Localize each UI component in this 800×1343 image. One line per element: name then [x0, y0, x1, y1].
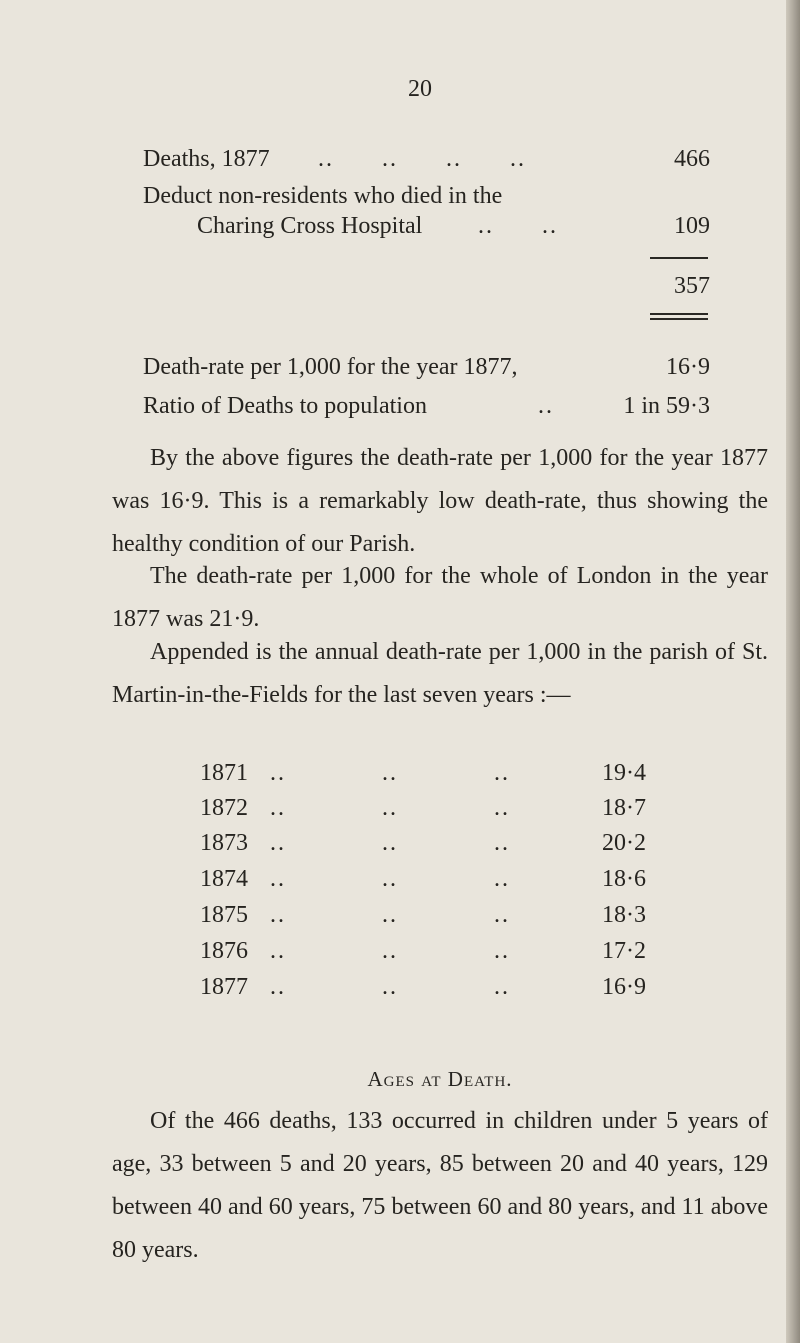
- year-cell: 1871: [200, 760, 248, 786]
- paragraph-london: [112, 555, 768, 641]
- leader-dots: .. .. ..: [270, 795, 510, 821]
- year-cell: 1873: [200, 830, 248, 856]
- page-number: 20: [408, 76, 432, 102]
- rate-cell: 20·2: [602, 830, 646, 856]
- rate-value: 16·9: [666, 354, 710, 380]
- leader-dots: .. .. ..: [270, 830, 510, 856]
- rate-cell: 19·4: [602, 760, 646, 786]
- rate-cell: 16·9: [602, 974, 646, 1000]
- year-cell: 1872: [200, 795, 248, 821]
- leader-dots: .. .. ..: [270, 938, 510, 964]
- page-edge: [786, 0, 800, 1343]
- double-rule-bottom: [650, 318, 708, 320]
- year-cell: 1876: [200, 938, 248, 964]
- ratio-value: 1 in 59·3: [623, 393, 710, 419]
- paragraph-text: The death-rate per 1,000 for the whole of London in the year 1877 was 21·9.: [112, 563, 768, 632]
- paragraph-ages: [112, 1100, 768, 1272]
- leader-dots: .. .. ..: [270, 902, 510, 928]
- ratio-label: Ratio of Deaths to population: [143, 393, 427, 419]
- paragraph-text: Appended is the annual death-rate per 1,000 in the parish of St. Martin-in-the-Fields for the last seven years :—: [112, 639, 768, 708]
- leader-dots: ..: [538, 393, 554, 419]
- year-cell: 1875: [200, 902, 248, 928]
- deaths-value: 466: [674, 146, 710, 172]
- paragraph-death-rate: [112, 437, 768, 566]
- paragraph-appended: [112, 631, 768, 717]
- leader-dots: .. .. ..: [270, 866, 510, 892]
- leader-dots: .. ..: [478, 213, 558, 239]
- leader-dots: .. .. .. ..: [318, 146, 526, 172]
- double-rule-top: [650, 313, 708, 315]
- net-value: 357: [674, 273, 710, 299]
- year-cell: 1874: [200, 866, 248, 892]
- paragraph-text: By the above figures the death-rate per 1,000 for the year 1877 was 16·9. This is a remarkably low death-rate, thus showing the healthy condition of our Parish.: [112, 445, 768, 557]
- rate-label: Death-rate per 1,000 for the year 1877,: [143, 354, 518, 380]
- sum-rule: [650, 257, 708, 259]
- deduct-value: 109: [674, 213, 710, 239]
- deaths-label: Deaths, 1877: [143, 146, 270, 172]
- year-cell: 1877: [200, 974, 248, 1000]
- deduct-label-line2: Charing Cross Hospital: [197, 213, 423, 239]
- section-heading: Ages at Death.: [367, 1067, 513, 1091]
- paragraph-text: Of the 466 deaths, 133 occurred in children under 5 years of age, 33 between 5 and 20 years, 85 between 20 and 40 years, 129 between 40 and 60 years, 75 between 60 and 80 years, and 11 above 80 years.: [112, 1108, 768, 1263]
- deduct-label-line1: Deduct non-residents who died in the: [143, 183, 503, 209]
- leader-dots: .. .. ..: [270, 974, 510, 1000]
- leader-dots: .. .. ..: [270, 760, 510, 786]
- rate-cell: 18·6: [602, 866, 646, 892]
- rate-cell: 18·3: [602, 902, 646, 928]
- rate-cell: 18·7: [602, 795, 646, 821]
- rate-cell: 17·2: [602, 938, 646, 964]
